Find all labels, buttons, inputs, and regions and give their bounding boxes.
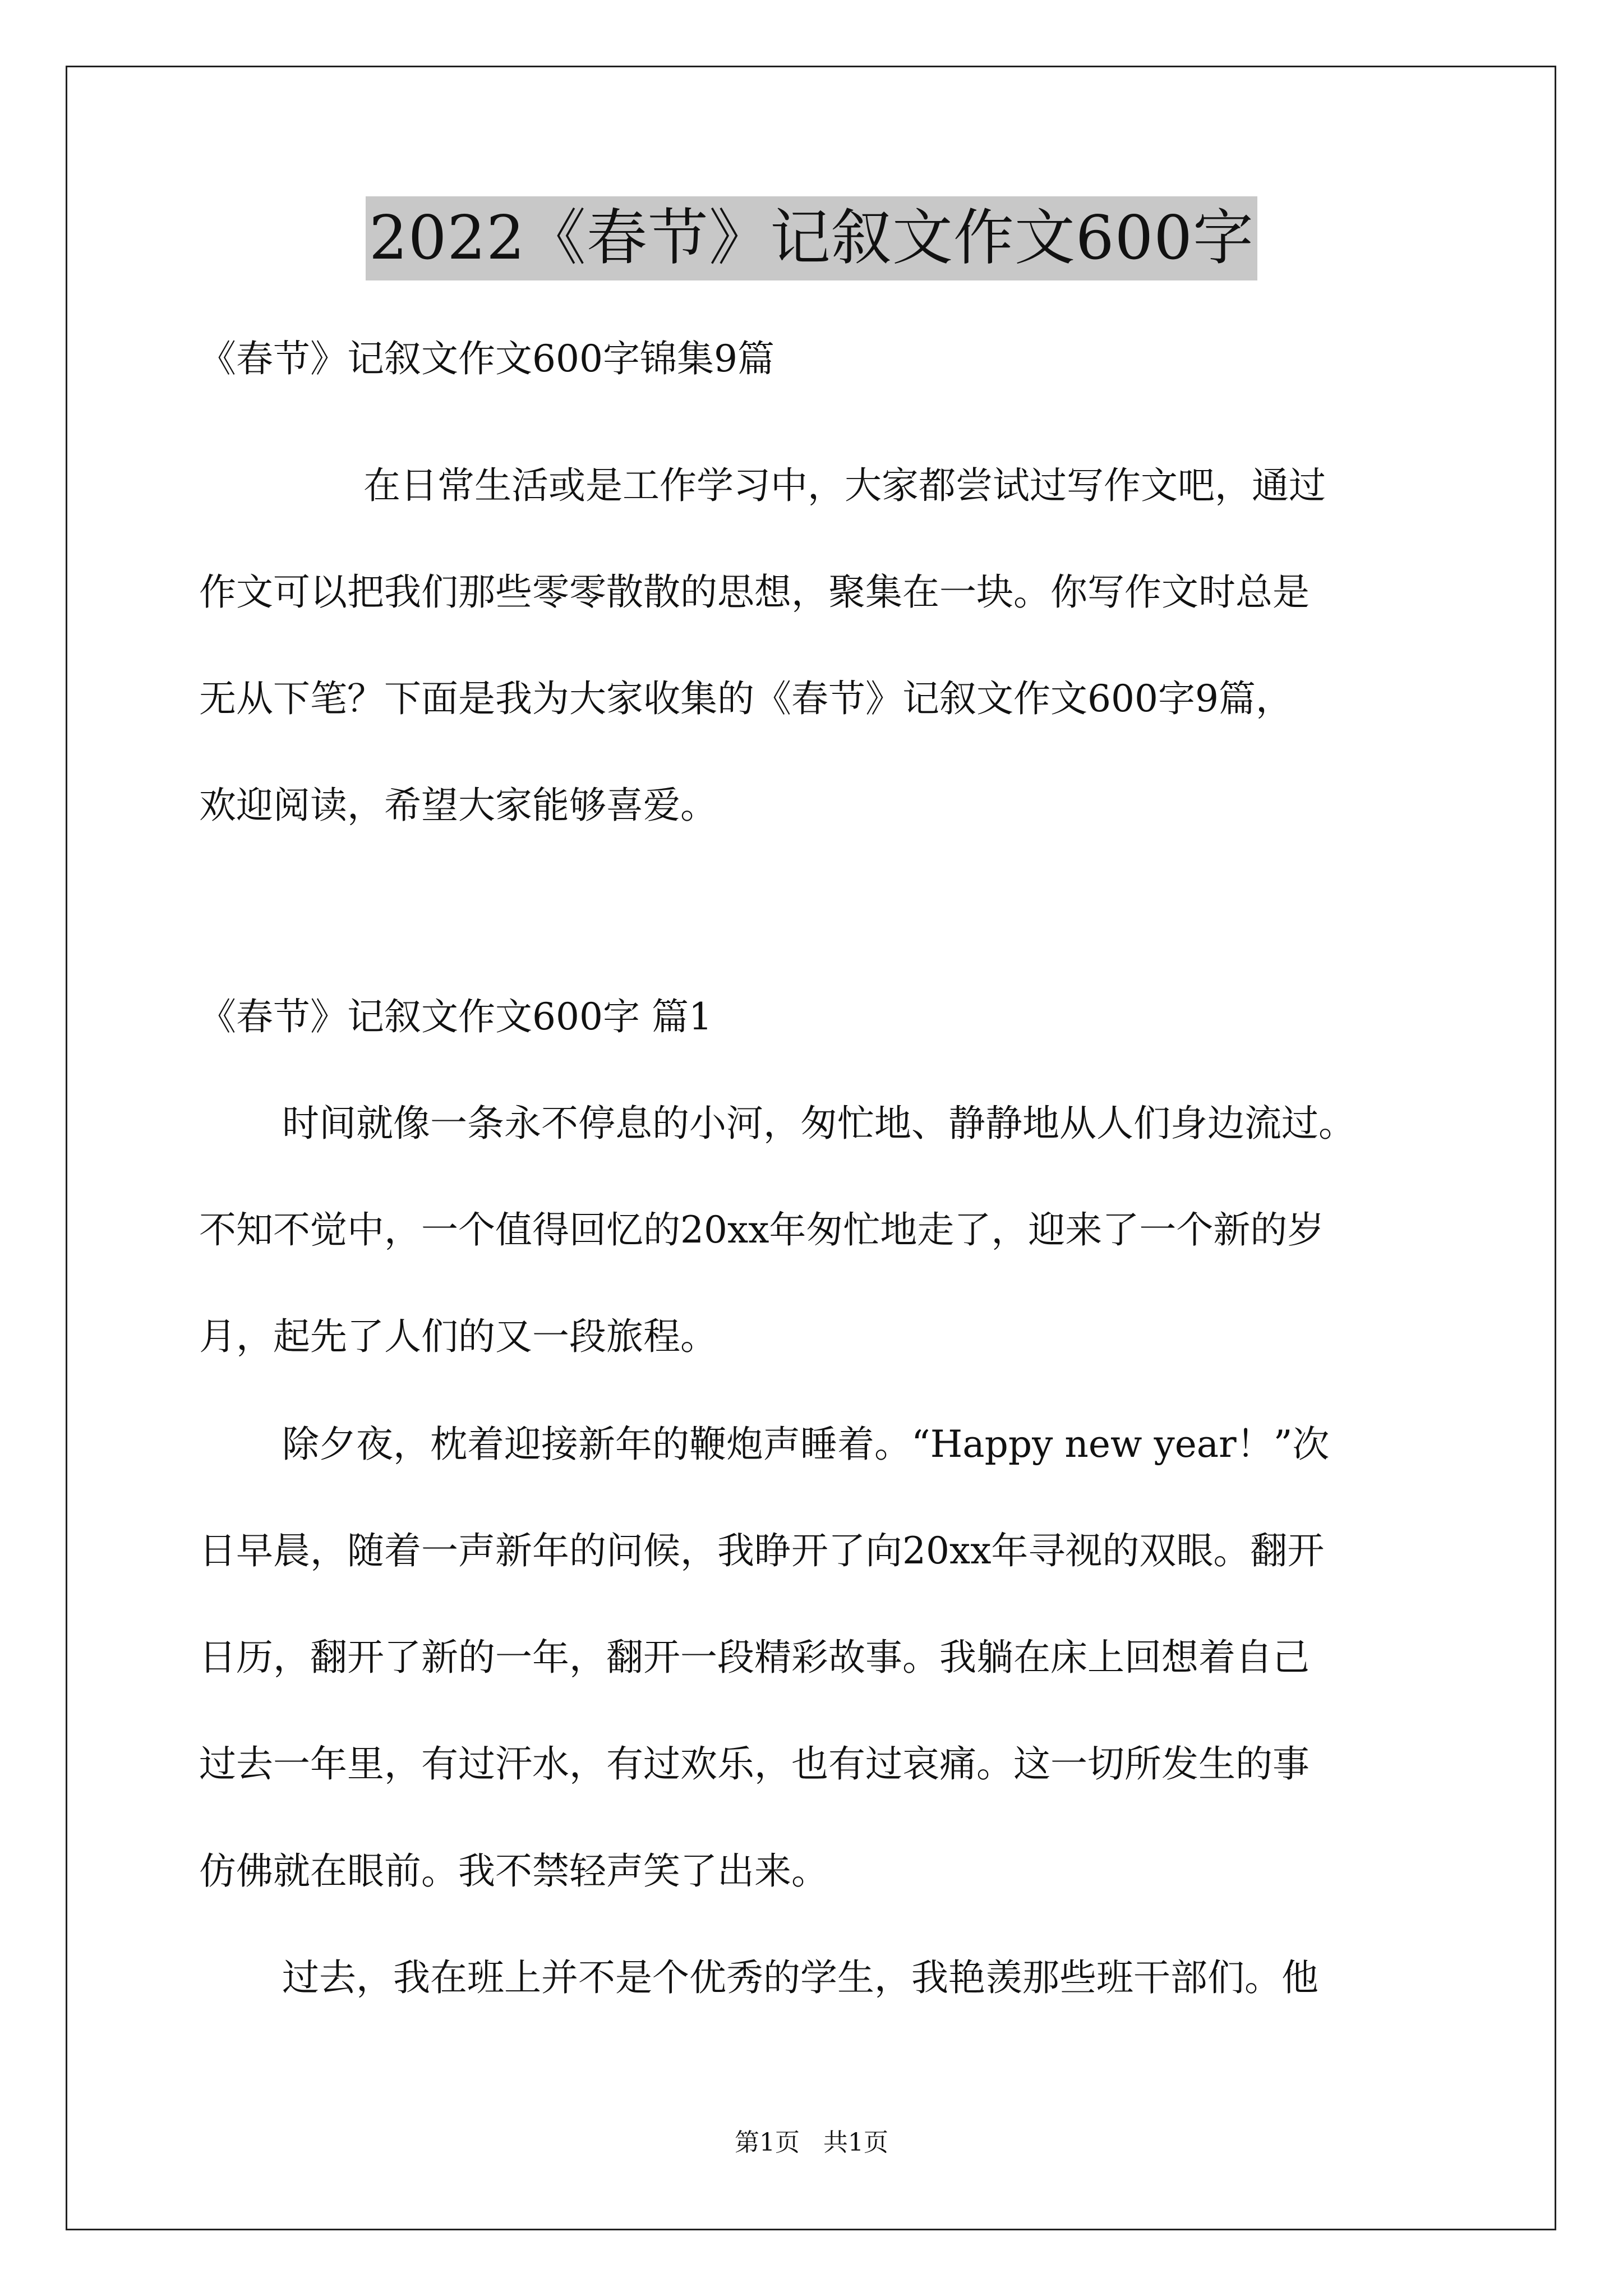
intro-line-1: 在日常生活或是工作学习中，大家都尝试过写作文吧，通过 [363, 464, 1326, 507]
document-title: 2022《春节》记叙文作文600字 [366, 196, 1257, 280]
paragraph1-line-3: 月，起先了人们的又一段旅程。 [199, 1315, 717, 1358]
intro-line-2: 作文可以把我们那些零零散散的思想，聚集在一块。你写作文时总是 [199, 570, 1310, 614]
intro-line-3: 无从下笔？下面是我为大家收集的《春节》记叙文作文600字9篇， [199, 677, 1293, 720]
paragraph1-line-2: 不知不觉中，一个值得回忆的20xx年匆忙地走了，迎来了一个新的岁 [199, 1208, 1325, 1251]
paragraph2-line-5: 仿佛就在眼前。我不禁轻声笑了出来。 [199, 1849, 828, 1893]
paragraph2-line-1: 除夕夜，枕着迎接新年的鞭炮声睡着。“Happy new year！”次 [282, 1423, 1330, 1466]
paragraph1-line-1: 时间就像一条永不停息的小河，匆忙地、静静地从人们身边流过。 [282, 1102, 1355, 1145]
title-container [0, 196, 1623, 280]
paragraph2-line-2: 日早晨，随着一声新年的问候，我睁开了向20xx年寻视的双眼。翻开 [199, 1529, 1325, 1572]
intro-line-4: 欢迎阅读，希望大家能够喜爱。 [199, 784, 717, 827]
paragraph2-line-4: 过去一年里，有过汗水，有过欢乐，也有过哀痛。这一切所发生的事 [199, 1742, 1310, 1786]
paragraph2-line-3: 日历，翻开了新的一年，翻开一段精彩故事。我躺在床上回想着自己 [199, 1636, 1310, 1679]
section-heading: 《春节》记叙文作文600字 篇1 [199, 995, 712, 1038]
paragraph3-line-1: 过去，我在班上并不是个优秀的学生，我艳羡那些班干部们。他 [282, 1956, 1318, 1999]
page-footer: 第1页 共1页 [735, 2128, 888, 2157]
document-subtitle: 《春节》记叙文作文600字锦集9篇 [199, 337, 774, 380]
